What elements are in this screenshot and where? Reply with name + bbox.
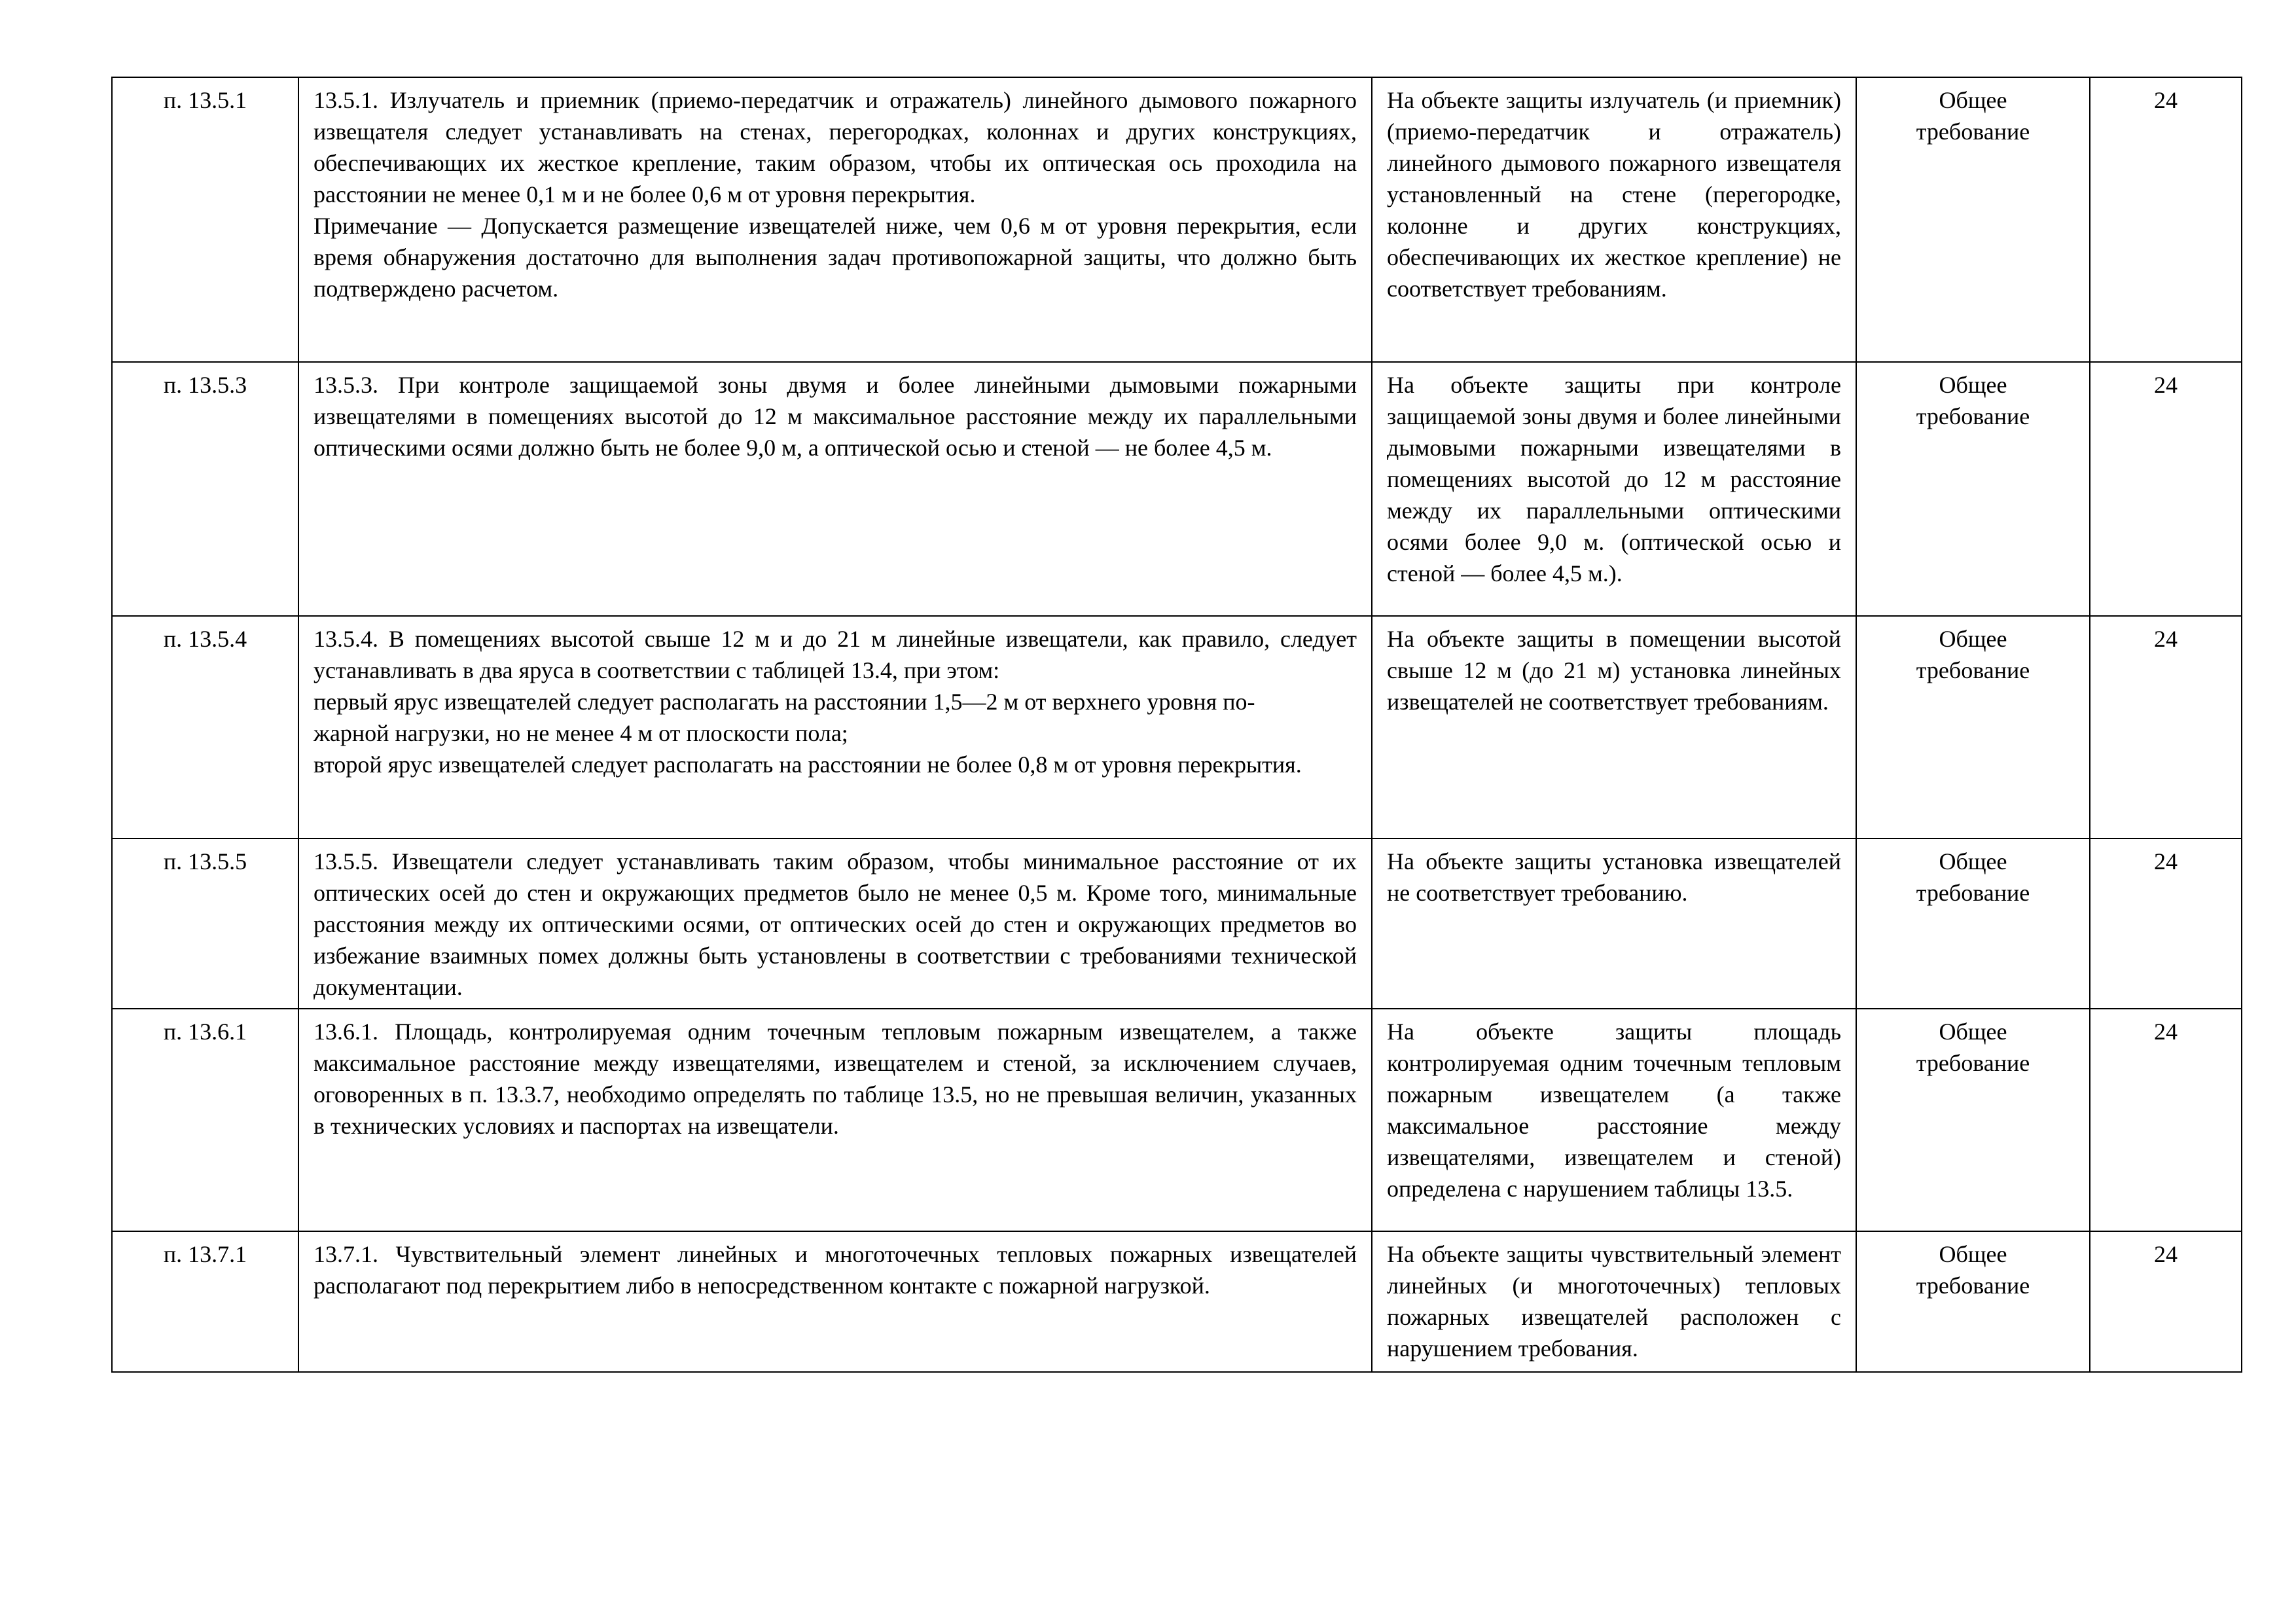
requirement-type <box>1856 839 2090 1009</box>
requirement-paragraph: 13.7.1. Чувствительный элемент линейных и многоточечных тепловых пожарных извещателей располагают под перекрытием либо в непосредственном контакте с пожарной нагрузкой. <box>314 1241 1357 1299</box>
requirement-text <box>298 839 1372 1009</box>
article-number: 24 <box>2090 839 2242 1009</box>
requirement-paragraph: первый ярус извещателей следует располагать на расстоянии 1,5—2 м от верхнего уровня по- <box>314 689 1255 715</box>
requirement-type-line: требование <box>1916 1050 2030 1076</box>
requirement-text <box>298 362 1372 616</box>
clause-reference: п. 13.5.5 <box>112 839 298 1009</box>
requirement-type-line: Общее <box>1939 1241 2007 1267</box>
violation-finding: На объекте защиты излучатель (и приемник) (приемо-передатчик и отражатель) линейного дымового пожарного извещателя установленный на стене (перегородке, колонне и других конструкциях, обеспечивающих их жесткое крепление) не соответствует требованиям. <box>1372 77 1856 362</box>
article-number: 24 <box>2090 362 2242 616</box>
requirement-type <box>1856 616 2090 839</box>
violation-finding: На объекте защиты при контроле защищаемой зоны двумя и более линейными дымовыми пожарными извещателями в помещениях высотой до 12 м расстояние между их параллельными оптическими осями более 9,0 м. (оптической осью и стеной — более 4,5 м.). <box>1372 362 1856 616</box>
requirement-text <box>298 1009 1372 1231</box>
clause-reference: п. 13.6.1 <box>112 1009 298 1231</box>
clause-reference: п. 13.5.4 <box>112 616 298 839</box>
clause-reference: п. 13.5.3 <box>112 362 298 616</box>
requirement-paragraph: жарной нагрузки, но не менее 4 м от плоскости пола; <box>314 720 848 746</box>
requirement-paragraph: Примечание — Допускается размещение извещателей ниже, чем 0,6 м от уровня перекрытия, если время обнаружения достаточно для выполнения задач противопожарной защиты, что должно быть подтверждено расчетом. <box>314 213 1357 302</box>
requirement-text <box>298 616 1372 839</box>
table-row <box>112 1009 2242 1231</box>
requirement-type-line: Общее <box>1939 848 2007 875</box>
requirement-type-line: требование <box>1916 403 2030 429</box>
requirement-paragraph: второй ярус извещателей следует располагать на расстоянии не более 0,8 м от уровня перекрытия. <box>314 751 1302 778</box>
requirement-type-line: Общее <box>1939 87 2007 113</box>
requirement-paragraph: 13.6.1. Площадь, контролируемая одним точечным тепловым пожарным извещателем, а также максимальное расстояние между извещателями, извещателем и стеной, за исключением случаев, оговоренных в п. 13.3.7, необходимо определять по таблице 13.5, но не превышая величин, указанных в технических условиях и паспортах на извещатели. <box>314 1019 1357 1139</box>
requirement-type-line: требование <box>1916 1272 2030 1299</box>
violation-finding: На объекте защиты чувствительный элемент линейных (и многоточечных) тепловых пожарных извещателей расположен с нарушением требования. <box>1372 1231 1856 1372</box>
requirement-paragraph: 13.5.4. В помещениях высотой свыше 12 м и до 21 м линейные извещатели, как правило, следует устанавливать в два яруса в соответствии с таблицей 13.4, при этом: <box>314 626 1357 683</box>
article-number: 24 <box>2090 616 2242 839</box>
table-row <box>112 839 2242 1009</box>
requirement-paragraph: 13.5.3. При контроле защищаемой зоны двумя и более линейными дымовыми пожарными извещателями в помещениях высотой до 12 м максимальное расстояние между их параллельными оптическими осями должно быть не более 9,0 м, а оптической осью и стеной — не более 4,5 м. <box>314 372 1357 461</box>
violation-finding: На объекте защиты в помещении высотой свыше 12 м (до 21 м) установка линейных извещателей не соответствует требованиям. <box>1372 616 1856 839</box>
requirement-type <box>1856 77 2090 362</box>
requirement-type-line: требование <box>1916 657 2030 683</box>
requirement-type <box>1856 362 2090 616</box>
requirement-type-line: требование <box>1916 118 2030 145</box>
requirement-paragraph: 13.5.1. Излучатель и приемник (приемо-передатчик и отражатель) линейного дымового пожарного извещателя следует устанавливать на стенах, перегородках, колоннах и других конструкциях, обеспечивающих их жесткое крепление, таким образом, чтобы их оптическая ось проходила на расстоянии не менее 0,1 м и не более 0,6 м от уровня перекрытия. <box>314 87 1357 208</box>
article-number: 24 <box>2090 77 2242 362</box>
requirement-type-line: Общее <box>1939 372 2007 398</box>
article-number: 24 <box>2090 1009 2242 1231</box>
requirement-type-line: требование <box>1916 880 2030 906</box>
requirement-type-line: Общее <box>1939 626 2007 652</box>
table-row <box>112 362 2242 616</box>
table-body <box>112 77 2242 1372</box>
requirement-type <box>1856 1009 2090 1231</box>
table-row <box>112 77 2242 362</box>
clause-reference: п. 13.5.1 <box>112 77 298 362</box>
table-row <box>112 616 2242 839</box>
requirement-text <box>298 77 1372 362</box>
table-row <box>112 1231 2242 1372</box>
violation-finding: На объекте защиты площадь контролируемая одним точечным тепловым пожарным извещателем (а также максимальное расстояние между извещателями, извещателем и стеной) определена с нарушением таблицы 13.5. <box>1372 1009 1856 1231</box>
requirements-table <box>111 77 2242 1373</box>
requirement-paragraph: 13.5.5. Извещатели следует устанавливать таким образом, чтобы минимальное расстояние от их оптических осей до стен и окружающих предметов было не менее 0,5 м. Кроме того, минимальные расстояния между их оптическими осями, от оптических осей до стен и окружающих предметов во избежание взаимных помех должны быть установлены в соответствии с требованиями технической документации. <box>314 848 1357 1000</box>
article-number: 24 <box>2090 1231 2242 1372</box>
requirement-type <box>1856 1231 2090 1372</box>
requirement-type-line: Общее <box>1939 1019 2007 1045</box>
violation-finding: На объекте защиты установка извещателей не соответствует требованию. <box>1372 839 1856 1009</box>
requirement-text <box>298 1231 1372 1372</box>
clause-reference: п. 13.7.1 <box>112 1231 298 1372</box>
